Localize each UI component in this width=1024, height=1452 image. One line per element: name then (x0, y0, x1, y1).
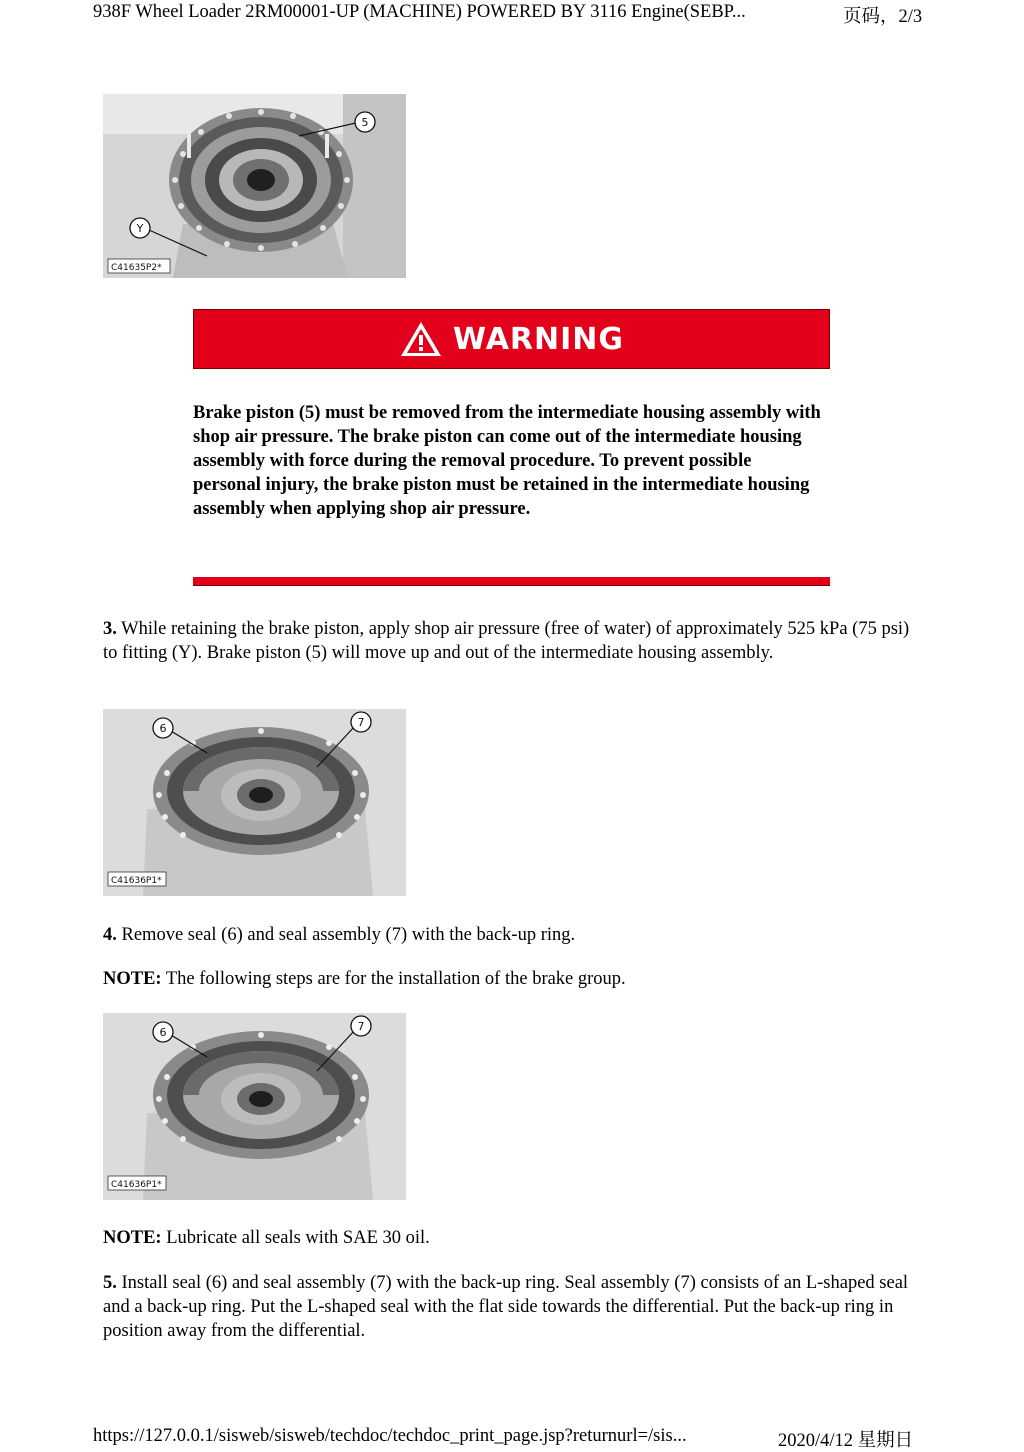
brake-piston-photo (103, 94, 406, 278)
callout-6: 6 (159, 1026, 167, 1039)
note-lubricate (103, 1226, 913, 1250)
step-5 (103, 1271, 913, 1343)
callout-6: 6 (159, 722, 167, 735)
warning-text: Brake piston (5) must be removed from the intermediate housing assembly with shop air pressure. The brake piston can come out of the intermediate housing assembly with force during the removal procedure. To prevent possible personal injury, the brake piston must be retained in the intermediate housing assembly when applying shop air pressure. (193, 403, 821, 519)
footer-date: 2020/4/12 星期日 (778, 1431, 914, 1451)
step-number: 3. (103, 619, 117, 639)
step-4 (103, 923, 913, 947)
warning-banner (193, 309, 830, 369)
footer-url: https://127.0.0.1/sisweb/sisweb/techdoc/techdoc_print_page.jsp?returnurl=/sis... (93, 1426, 687, 1446)
step-text: While retaining the brake piston, apply shop air pressure (free of water) of approximately 525 kPa (75 psi) to fitting (Y). Brake piston (5) will move up and out of the intermediate housing assembly. (103, 619, 910, 663)
step-text: Install seal (6) and seal assembly (7) with the back-up ring. Seal assembly (7) consists of an L-shaped seal and a back-up ring. Put the L-shaped seal with the flat side towards the differential. Put the back-up ring in position away from the differential. (103, 1273, 909, 1341)
note-label: NOTE: (103, 969, 162, 989)
callout-7: 7 (357, 716, 365, 729)
image-code: C41636P1* (111, 1180, 162, 1190)
warning-label: WARNING (452, 321, 625, 357)
image-code: C41635P2* (111, 263, 162, 273)
header-title: 938F Wheel Loader 2RM00001-UP (MACHINE) POWERED BY 3116 Engine(SEBP... (93, 2, 746, 22)
step-number: 5. (103, 1273, 117, 1293)
step-3 (103, 617, 913, 665)
page-number: 页码，2/3 (843, 7, 923, 27)
note-text: Lubricate all seals with SAE 30 oil. (161, 1228, 430, 1248)
step-text: Remove seal (6) and seal assembly (7) with the back-up ring. (116, 925, 576, 945)
callout-y: Y (136, 222, 144, 235)
warning-triangle-icon (399, 320, 443, 358)
note-label: NOTE: (103, 1228, 162, 1248)
note-installation (103, 967, 913, 991)
callout-7: 7 (357, 1020, 365, 1033)
step-number: 4. (103, 925, 117, 945)
seal-installation-photo (103, 1013, 406, 1200)
callout-5: 5 (361, 116, 369, 129)
image-code: C41636P1* (111, 876, 162, 886)
warning-divider (193, 577, 830, 586)
seal-removal-photo (103, 709, 406, 896)
note-text: The following steps are for the installation of the brake group. (161, 969, 626, 989)
